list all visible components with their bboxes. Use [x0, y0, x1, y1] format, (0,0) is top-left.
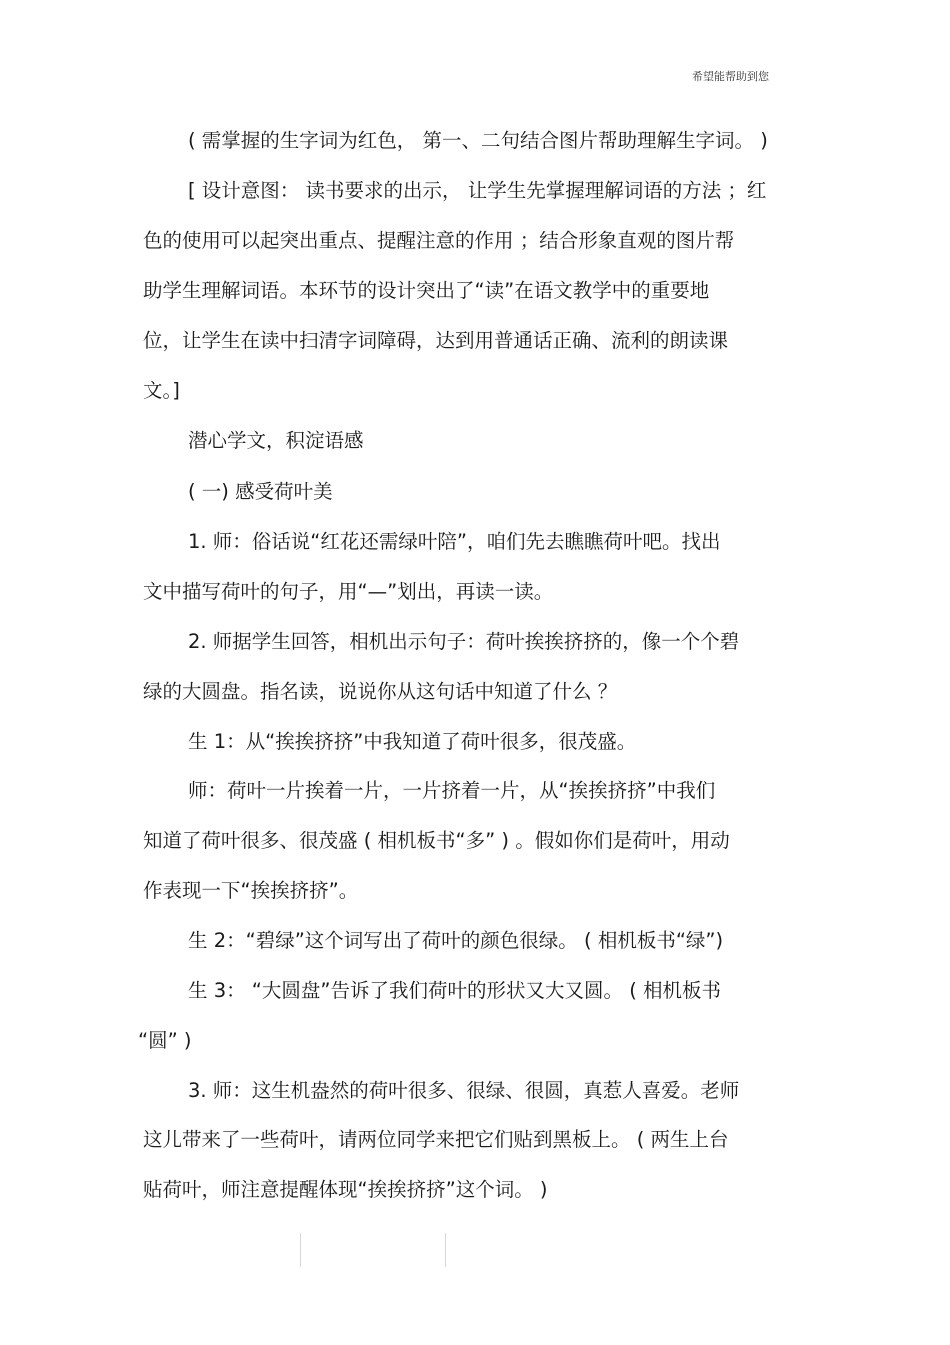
divider-rule: [300, 1233, 301, 1267]
paragraph-line: ( 需掌握的生字词为红色， 第一、二句结合图片帮助理解生字词。 ): [188, 129, 768, 152]
paragraph-line: “圆” ): [138, 1029, 192, 1052]
paragraph-line: 作表现一下“挨挨挤挤”。: [143, 879, 359, 902]
paragraph-line: 助学生理解词语。本环节的设计突出了“读”在语文教学中的重要地: [143, 279, 710, 302]
paragraph-line: 这儿带来了一些荷叶，请两位同学来把它们贴到黑板上。 ( 两生上台: [143, 1128, 729, 1151]
section-heading: 潜心学文，积淀语感: [188, 429, 364, 452]
paragraph-line: 师：荷叶一片挨着一片，一片挤着一片，从“挨挨挤挤”中我们: [188, 779, 716, 802]
paragraph-line: 2. 师据学生回答，相机出示句子：荷叶挨挨挤挤的，像一个个碧: [188, 630, 740, 653]
header-note: 希望能帮助到您: [692, 70, 769, 83]
paragraph-line: 3. 师：这生机盎然的荷叶很多、很绿、很圆，真惹人喜爱。老师: [188, 1079, 740, 1102]
paragraph-line: 色的使用可以起突出重点、提醒注意的作用 ；结合形象直观的图片帮: [143, 229, 735, 252]
paragraph-line: 贴荷叶，师注意提醒体现“挨挨挤挤”这个词。 ): [143, 1178, 548, 1201]
paragraph-line: 知道了荷叶很多、很茂盛 ( 相机板书“多” ) 。假如你们是荷叶，用动: [143, 829, 730, 852]
paragraph-line: 文中描写荷叶的句子，用“—”划出，再读一读。: [143, 580, 554, 603]
paragraph-line: 绿的大圆盘。指名读，说说你从这句话中知道了什么 ？: [143, 680, 618, 703]
paragraph-line: 生 2：“碧绿”这个词写出了荷叶的颜色很绿。 ( 相机板书“绿”): [188, 929, 724, 952]
subsection-heading: ( 一) 感受荷叶美: [188, 480, 333, 503]
divider-rule: [445, 1233, 446, 1267]
paragraph-line: [ 设计意图： 读书要求的出示， 让学生先掌握理解词语的方法 ；红: [188, 179, 767, 202]
paragraph-line: 文。]: [143, 379, 180, 402]
paragraph-line: 1. 师：俗话说“红花还需绿叶陪”，咱们先去瞧瞧荷叶吧。找出: [188, 530, 721, 553]
paragraph-line: 位，让学生在读中扫清字词障碍，达到用普通话正确、流利的朗读课: [143, 329, 729, 352]
paragraph-line: 生 1：从“挨挨挤挤”中我知道了荷叶很多，很茂盛。: [188, 730, 637, 753]
paragraph-line: 生 3： “大圆盘”告诉了我们荷叶的形状又大又圆。 ( 相机板书: [188, 979, 722, 1002]
